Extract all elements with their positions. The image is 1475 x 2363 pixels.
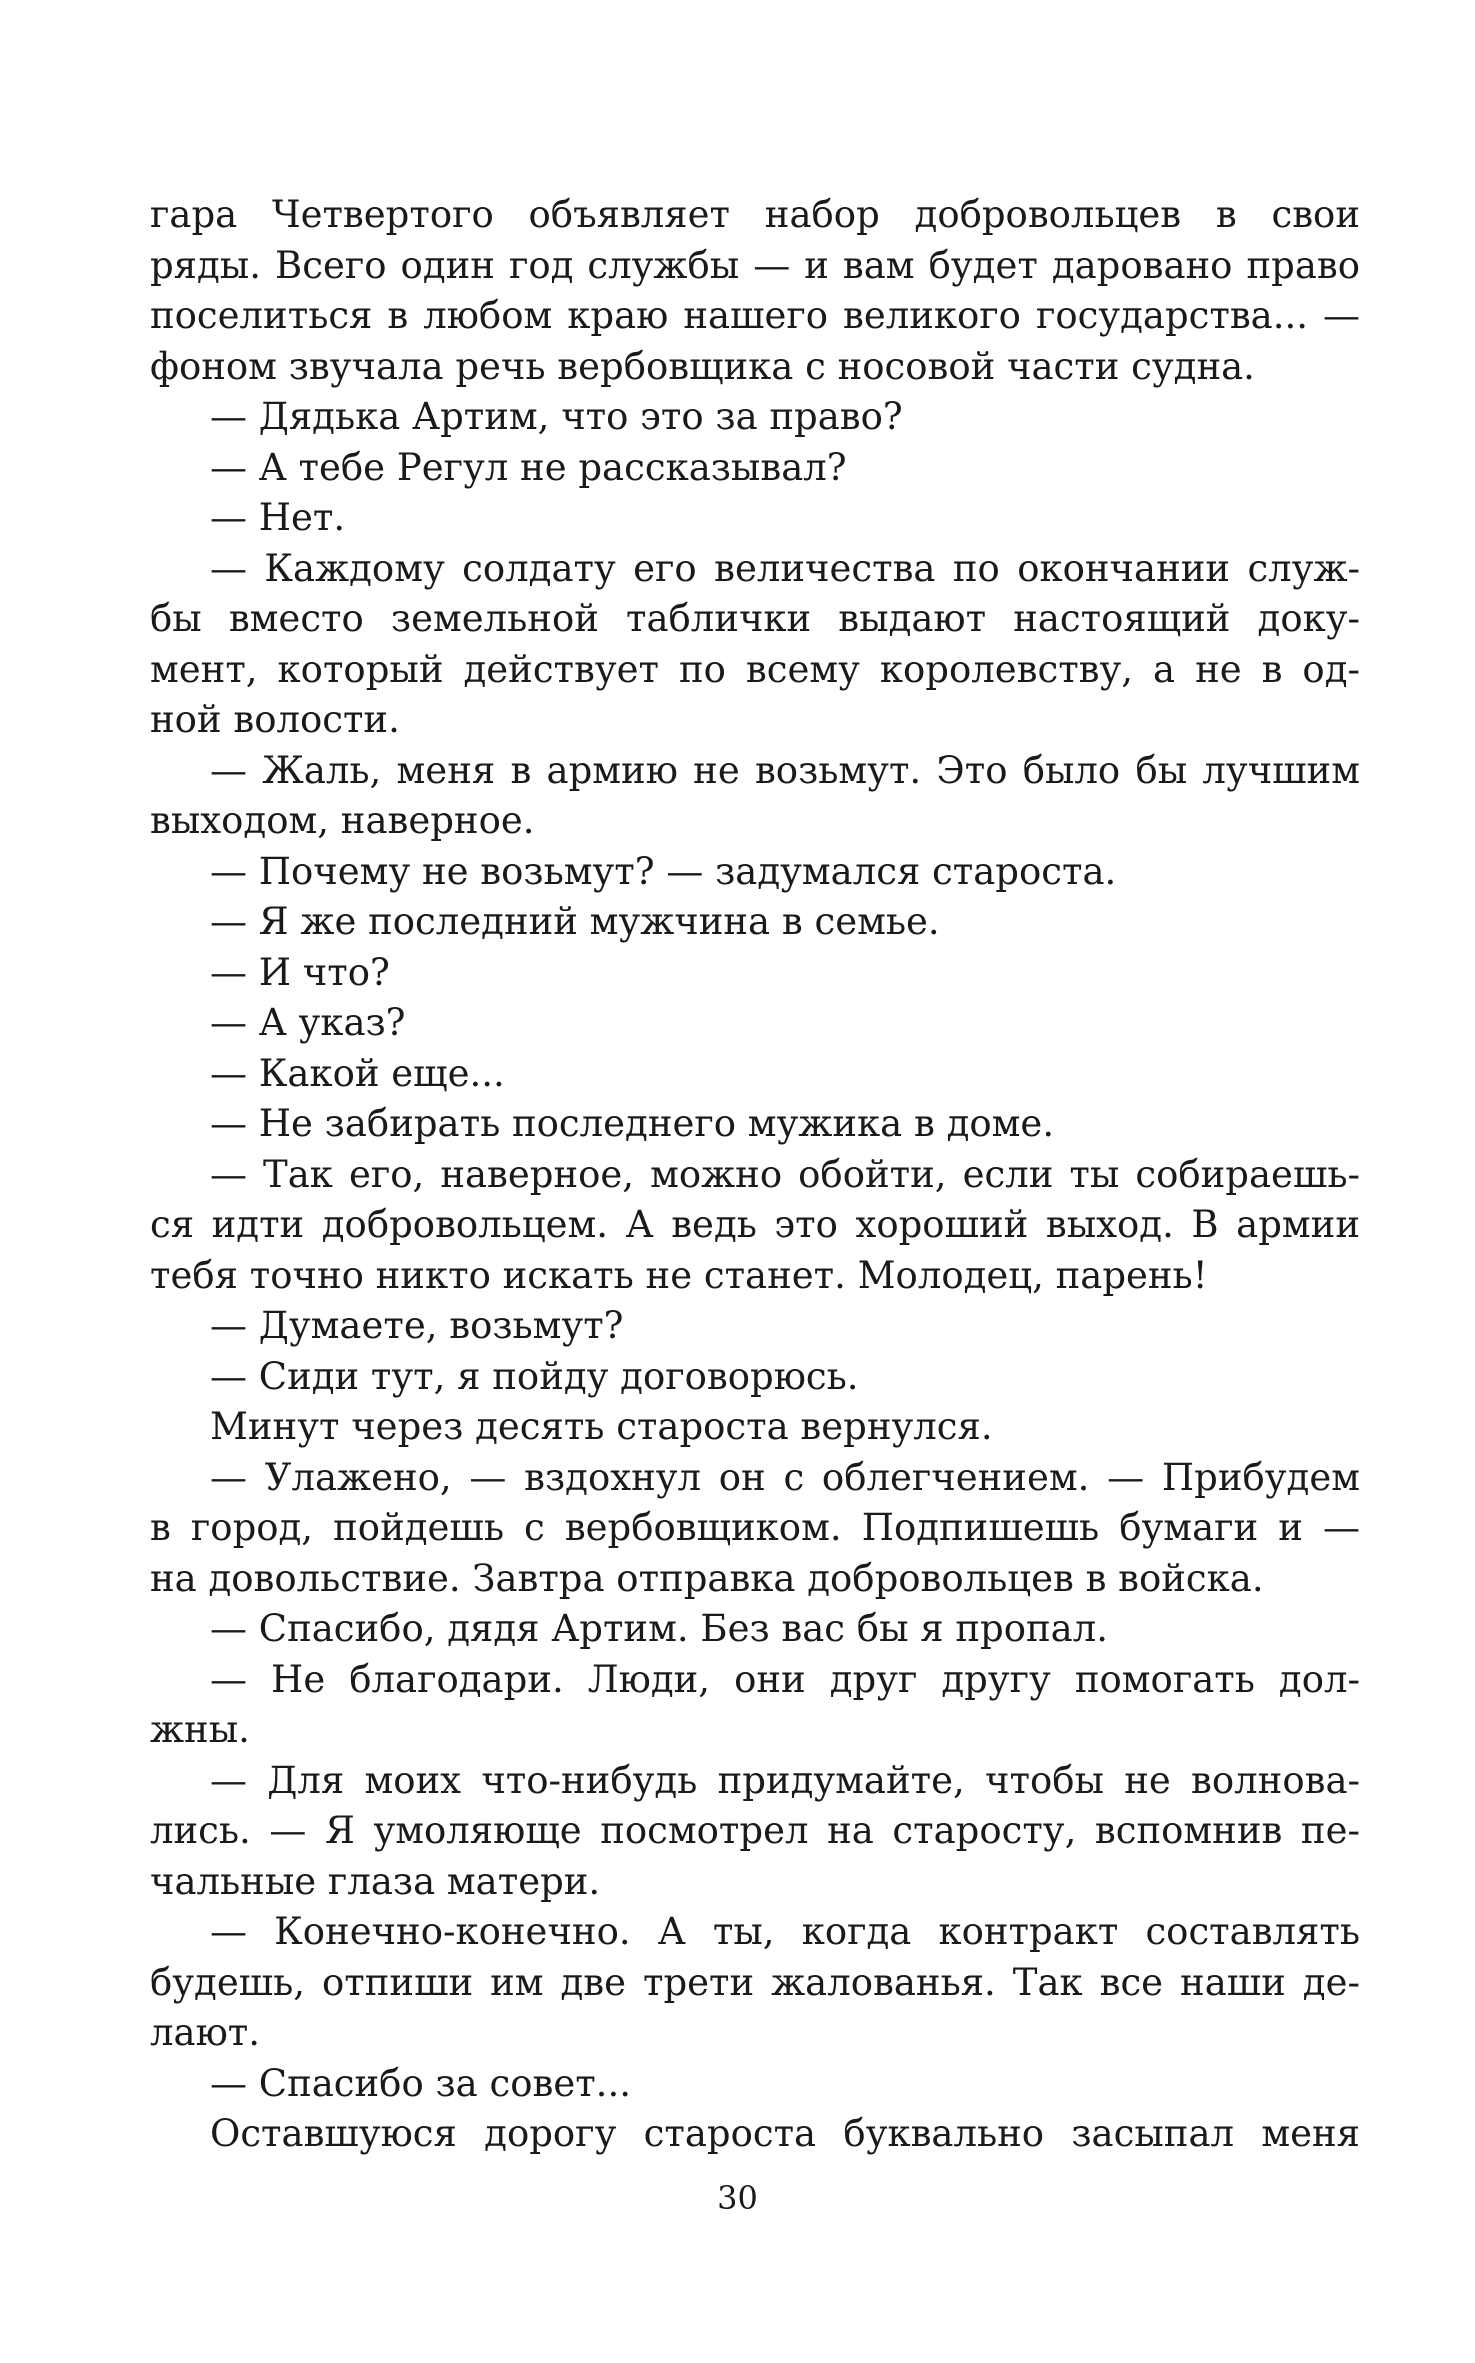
text-line: бы вместо земельной таблички выдают настоящий доку- xyxy=(150,597,1360,640)
text-line: поселиться в любом краю нашего великого государства... — xyxy=(150,294,1360,337)
text-line: гара Четвертого объявляет набор добровольцев в свои xyxy=(150,193,1360,236)
text-line: — Почему не возьмут? — задумался староста. xyxy=(210,849,1117,893)
text-line: ряды. Всего один год службы — и вам будет даровано право xyxy=(150,243,1360,287)
text-line: Минут через десять староста вернулся. xyxy=(210,1405,993,1448)
text-line: в город, пойдешь с вербовщиком. Подпишешь бумаги и — xyxy=(150,1506,1360,1549)
text-line: — Я же последний мужчина в семье. xyxy=(210,900,940,943)
text-line: будешь, отпиши им две трети жалованья. Так все наши де- xyxy=(150,1960,1360,2004)
text-line: — Спасибо за совет... xyxy=(210,2061,631,2105)
text-line: ся идти добровольцем. А ведь это хороший выход. В армии xyxy=(150,1203,1360,1246)
text-line: на довольствие. Завтра отправка добровольцев в войска. xyxy=(150,1556,1264,1600)
page-body xyxy=(150,190,1360,2160)
text-line: — Не забирать последнего мужика в доме. xyxy=(210,1102,1055,1145)
text-line: — Дядька Артим, что это за право? xyxy=(210,395,903,438)
text-line: чальные глаза матери. xyxy=(150,1859,601,1903)
text-line: мент, который действует по всему королевству, а не в од- xyxy=(150,647,1360,691)
text-line: жны. xyxy=(150,1708,250,1751)
text-line: выходом, наверное. xyxy=(150,799,535,842)
text-line: — Каждому солдату его величества по окончании служ- xyxy=(210,546,1360,590)
page-number: 30 xyxy=(717,2179,758,2217)
text-line: тебя точно никто искать не станет. Молодец, парень! xyxy=(150,1253,1208,1297)
text-line: — Улажено, — вздохнул он с облегчением. — Прибудем xyxy=(210,1455,1360,1499)
text-line: — Жаль, меня в армию не возьмут. Это было бы лучшим xyxy=(210,748,1360,792)
text-line: — Для моих что-нибудь придумайте, чтобы не волнова- xyxy=(210,1758,1360,1802)
text-line: — Не благодари. Люди, они друг другу помогать дол- xyxy=(210,1657,1360,1701)
text-line: — Сиди тут, я пойду договорюсь. xyxy=(210,1354,859,1398)
text-line: — Спасибо, дядя Артим. Без вас бы я пропал. xyxy=(210,1607,1108,1650)
text-line: фоном звучала речь вербовщика с носовой части судна. xyxy=(150,344,1255,388)
text-line: — Думаете, возьмут? xyxy=(210,1304,624,1347)
text-line: — Нет. xyxy=(210,496,346,539)
text-line: — Конечно-конечно. А ты, когда контракт составлять xyxy=(210,1910,1360,1953)
text-line: — И что? xyxy=(210,950,390,994)
text-line: — А указ? xyxy=(210,1001,406,1044)
text-line: — Какой еще... xyxy=(210,1051,505,1095)
text-line: лись. — Я умоляюще посмотрел на старосту, вспомнив пе- xyxy=(150,1809,1360,1852)
text-line: — Так его, наверное, можно обойти, если ты собираешь- xyxy=(210,1152,1360,1196)
text-line: — А тебе Регул не рассказывал? xyxy=(210,445,847,489)
text-line: ной волости. xyxy=(150,698,400,741)
text-line: Оставшуюся дорогу староста буквально засыпал меня xyxy=(210,2112,1360,2155)
text-line: лают. xyxy=(150,2011,261,2054)
